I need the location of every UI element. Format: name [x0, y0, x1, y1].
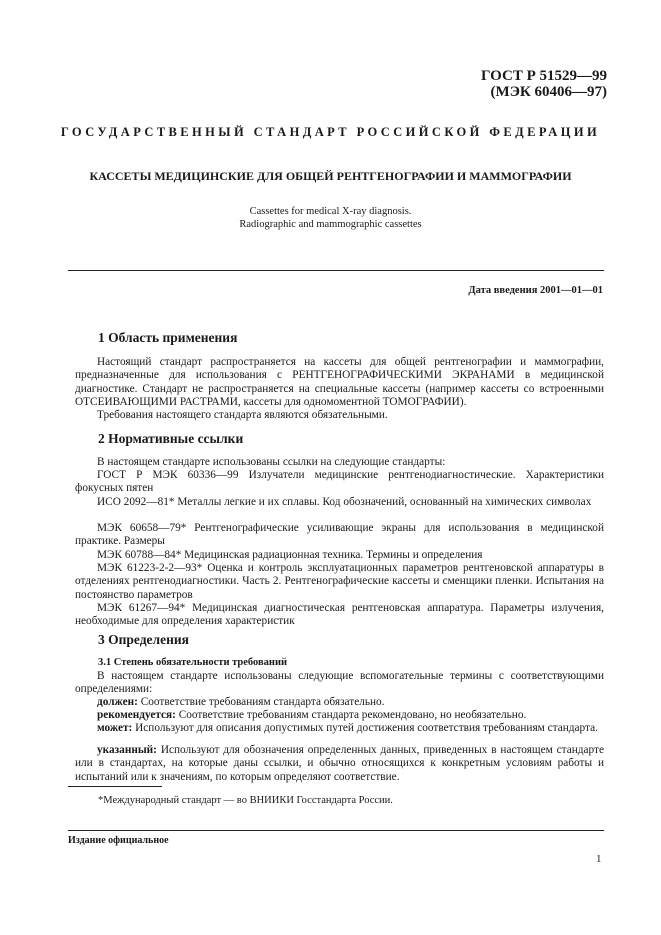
reference-item: МЭК 60658—79* Рентгенографические усиливающие экраны для использования в медицинской практике. Размеры: [75, 522, 604, 548]
section-2-intro: В настоящем стандарте использованы ссылки на следующие стандарты:: [97, 456, 446, 468]
subtitle-line-2: Radiographic and mammographic cassettes: [239, 218, 422, 230]
definition-term: может:: [97, 722, 133, 734]
section-2-heading: 2 Нормативные ссылки: [98, 431, 244, 446]
definition-term: рекомендуется:: [97, 709, 176, 721]
definition-term: должен:: [97, 696, 138, 708]
section-1-heading: 1 Область применения: [98, 330, 238, 345]
definition-item: [75, 696, 604, 709]
reference-item: ГОСТ Р МЭК 60336—99 Излучатели медицинские рентгенодиагностические. Характеристики фокусных пятен: [75, 469, 604, 495]
footer-divider: [68, 830, 604, 831]
definition-item: [75, 709, 604, 722]
reference-item: МЭК 61223-2-2—93* Оценка и контроль эксплуатационных параметров рентгеновской аппаратуры в отделениях рентгенодиагностики. Часть 2. Рентгенографические кассеты и сменщики пленки. Испытания на постоянство параметров: [75, 562, 604, 601]
official-edition-label: Издание официальное: [68, 835, 169, 846]
reference-item: ИСО 2092—81* Металлы легкие и их сплавы. Код обозначений, основанный на химических символах: [97, 496, 592, 508]
state-standard-title: ГОСУДАРСТВЕННЫЙ СТАНДАРТ РОССИЙСКОЙ ФЕДЕРАЦИИ: [60, 125, 601, 139]
iec-number: (МЭК 60406—97): [490, 84, 607, 100]
section-3-intro: В настоящем стандарте использованы следующие вспомогательные термины с соответствующими определениями:: [75, 670, 604, 696]
section-1-paragraph-2: Требования настоящего стандарта являются обязательными.: [97, 409, 388, 421]
gost-number: ГОСТ Р 51529—99: [480, 68, 607, 84]
page-number: 1: [596, 853, 602, 865]
document-code: [481, 68, 607, 100]
introduction-date: Дата введения 2001—01—01: [468, 285, 603, 296]
definition-term: указанный:: [97, 744, 157, 756]
subsection-3-1-heading: 3.1 Степень обязательности требований: [98, 657, 288, 668]
footnote-divider: [68, 786, 162, 787]
reference-item: МЭК 61267—94* Медицинская диагностическая рентгеновская аппаратура. Параметры излучения, необходимые для определения характеристик: [75, 602, 604, 628]
header-divider: [68, 270, 604, 271]
section-1-paragraph-1: Настоящий стандарт распространяется на кассеты для общей рентгенографии и маммографии, предназначенные для использования с РЕНТГЕНОГРАФИЧЕСКИМИ ЭКРАНАМИ в медицинской диагностике. Стандарт не распространяется на специальные кассеты (например кассеты со встроенными ОТСЕИВАЮЩИМИ РАСТРАМИ, кассеты для одномоментной ТОМОГРАФИИ).: [75, 356, 604, 408]
document-title: КАССЕТЫ МЕДИЦИНСКИЕ ДЛЯ ОБЩЕЙ РЕНТГЕНОГРАФИИ И МАММОГРАФИИ: [89, 169, 572, 183]
definition-text: Используют для обозначения определенных данных, приведенных в настоящем стандарте или в стандартах, на которые даны ссылки, и обычно относящихся к конкретным условиям работы и испытаний или к значениям, по которым определяют соответствие.: [75, 744, 604, 783]
section-3-heading: 3 Определения: [98, 632, 189, 647]
definition-item: [75, 722, 604, 735]
reference-item: МЭК 60788—84* Медицинская радиационная техника. Термины и определения: [97, 549, 483, 561]
english-subtitle: [0, 206, 661, 231]
definition-text: Соответствие требованиям стандарта рекомендовано, но необязательно.: [175, 709, 527, 721]
definition-item: [75, 744, 604, 784]
definition-text: Соответствие требованиям стандарта обязательно.: [137, 696, 385, 708]
subtitle-line-1: Cassettes for medical X-ray diagnosis.: [249, 206, 412, 217]
footnote: *Международный стандарт — во ВНИИКИ Госстандарта России.: [98, 795, 393, 806]
definition-text: Используют для описания допустимых путей достижения соответствия требованиям стандарта.: [132, 722, 598, 734]
